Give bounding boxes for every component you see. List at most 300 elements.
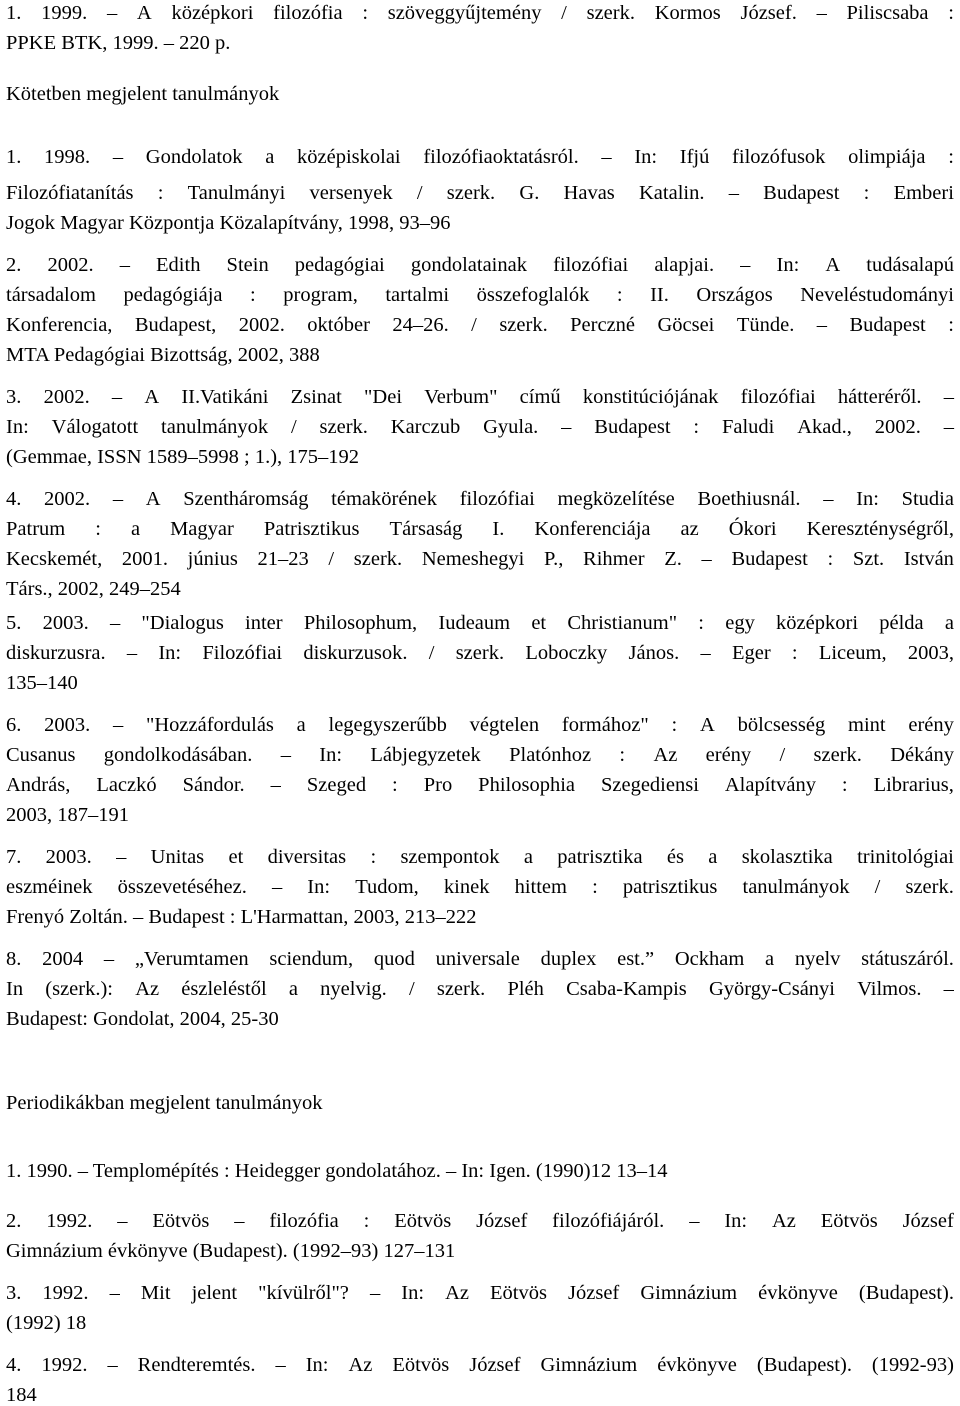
word: 2002. bbox=[43, 386, 90, 408]
word: II.Vatikáni bbox=[181, 386, 269, 408]
word: Philosophum, bbox=[303, 612, 418, 634]
word: Patrisztikus bbox=[263, 518, 360, 540]
word: est.” bbox=[617, 948, 655, 970]
word: / bbox=[561, 2, 567, 24]
word: / bbox=[428, 642, 435, 664]
word: quod bbox=[373, 948, 415, 970]
word: János. bbox=[628, 642, 680, 664]
text-line: Frenyó Zoltán. – Budapest : L'Harmattan, 2003, 213–222 bbox=[6, 906, 477, 928]
text-line bbox=[6, 147, 954, 168]
word: észleléstől bbox=[181, 978, 267, 1000]
word: filozófiaoktatásról. bbox=[423, 146, 579, 168]
word: Tanulmányi bbox=[187, 182, 286, 204]
word: a bbox=[296, 714, 306, 736]
word: Unitas bbox=[150, 846, 205, 868]
word: Dékány bbox=[890, 744, 954, 766]
word: szerk. bbox=[905, 876, 954, 898]
word: Csaba-Kampis bbox=[566, 978, 687, 1000]
word: június bbox=[187, 548, 238, 570]
word: társadalom bbox=[6, 284, 96, 306]
word: Tudom, bbox=[355, 876, 419, 898]
word: A bbox=[825, 254, 841, 276]
word: Emberi bbox=[893, 182, 954, 204]
word: et bbox=[531, 612, 547, 634]
word: Rendteremtés. bbox=[137, 1354, 256, 1376]
word: pedagógiai bbox=[294, 254, 385, 276]
word: szerk. bbox=[499, 314, 548, 336]
text-line: 135–140 bbox=[6, 672, 78, 694]
word: mint bbox=[848, 714, 886, 736]
word: filozófia bbox=[269, 1210, 339, 1232]
text-line bbox=[6, 3, 954, 24]
word: az bbox=[680, 518, 699, 540]
word: Mit bbox=[140, 1282, 171, 1304]
word: : bbox=[592, 876, 598, 898]
word: pedagógiája bbox=[123, 284, 223, 306]
word: diskurzusra. bbox=[6, 642, 106, 664]
word: – bbox=[943, 416, 954, 438]
word: erény bbox=[705, 744, 752, 766]
word: Rihmer bbox=[583, 548, 645, 570]
word: : bbox=[841, 774, 848, 796]
word: 4. bbox=[6, 1354, 22, 1376]
word: – bbox=[271, 876, 283, 898]
word: – bbox=[270, 774, 281, 796]
word: jelent bbox=[191, 1282, 238, 1304]
word: legegyszerűbb bbox=[328, 714, 447, 736]
word: György-Csányi bbox=[708, 978, 836, 1000]
word: Perczné bbox=[570, 314, 636, 336]
word: patrisztika bbox=[557, 846, 643, 868]
word: József bbox=[469, 1354, 521, 1376]
word: – bbox=[740, 254, 751, 276]
word: filozófiájáról. bbox=[552, 1210, 665, 1232]
word: erény bbox=[908, 714, 954, 736]
word: / bbox=[408, 978, 415, 1000]
word: Magyar bbox=[170, 518, 234, 540]
word: 2002. bbox=[238, 314, 285, 336]
word: évkönyve bbox=[657, 1354, 737, 1376]
word: : bbox=[616, 284, 623, 306]
word: témakörének bbox=[331, 488, 438, 510]
word: a bbox=[708, 846, 718, 868]
word: 2002. bbox=[47, 254, 94, 276]
word: In: bbox=[856, 488, 879, 510]
word: szerk. bbox=[436, 978, 486, 1000]
word: : bbox=[619, 744, 626, 766]
word: In: bbox=[6, 416, 29, 438]
word: – bbox=[111, 386, 123, 408]
word: Szentháromság bbox=[183, 488, 309, 510]
word: József. bbox=[740, 2, 797, 24]
text-line bbox=[6, 613, 954, 634]
word: összevetéséhez. bbox=[117, 876, 247, 898]
word: a bbox=[523, 846, 533, 868]
word: II. bbox=[650, 284, 669, 306]
word: formához" bbox=[561, 714, 649, 736]
word: Tünde. bbox=[736, 314, 795, 336]
word: – bbox=[112, 146, 124, 168]
word: Liceum, bbox=[818, 642, 887, 664]
word: universale bbox=[435, 948, 520, 970]
word: / bbox=[290, 416, 297, 438]
word: Az bbox=[135, 978, 160, 1000]
word: gondolatainak bbox=[410, 254, 527, 276]
word: – bbox=[280, 744, 291, 766]
text-line bbox=[6, 417, 954, 438]
word: Filozófiai bbox=[202, 642, 283, 664]
word: 6. bbox=[6, 714, 22, 736]
word: a bbox=[765, 948, 775, 970]
text-line: Gimnázium évkönyve (Budapest). (1992–93) 127–131 bbox=[6, 1240, 456, 1262]
word: – bbox=[943, 386, 954, 408]
text-line bbox=[6, 1355, 954, 1376]
word: megközelítése bbox=[557, 488, 675, 510]
word: In: bbox=[158, 642, 182, 664]
word: : bbox=[948, 146, 954, 168]
word: 8. bbox=[6, 948, 22, 970]
word: Szegediensi bbox=[600, 774, 699, 796]
word: In: bbox=[401, 1282, 425, 1304]
text-line: Jogok Magyar Központja Közalapítvány, 1998, 93–96 bbox=[6, 212, 451, 234]
word: Neveléstudományi bbox=[800, 284, 954, 306]
word: G. bbox=[519, 182, 540, 204]
text-line: Társ., 2002, 249–254 bbox=[6, 578, 181, 600]
word: Zsinat bbox=[290, 386, 342, 408]
text-line bbox=[6, 549, 954, 570]
word: – bbox=[109, 612, 121, 634]
text-line: PPKE BTK, 1999. – 220 p. bbox=[6, 32, 231, 54]
word: Göcsei bbox=[657, 314, 715, 336]
word: Studia bbox=[901, 488, 954, 510]
text-line bbox=[6, 643, 954, 664]
word: nyelvig. bbox=[320, 978, 387, 1000]
word: Pléh bbox=[507, 978, 544, 1000]
word: 2. bbox=[6, 1210, 22, 1232]
word: bölcsesség bbox=[737, 714, 826, 736]
word: Loboczky bbox=[525, 642, 608, 664]
word: szerk. bbox=[586, 2, 635, 24]
word: 1992. bbox=[46, 1210, 93, 1232]
word: olimpiája bbox=[848, 146, 926, 168]
text-line bbox=[6, 745, 954, 766]
word: Z. bbox=[664, 548, 682, 570]
word: Ókori bbox=[728, 518, 777, 540]
word: A bbox=[144, 386, 160, 408]
text-line bbox=[6, 847, 954, 868]
word: Lábjegyzetek bbox=[370, 744, 481, 766]
word: Ifjú bbox=[679, 146, 710, 168]
word: Havas bbox=[563, 182, 615, 204]
word: – bbox=[119, 254, 130, 276]
word: szerk. bbox=[319, 416, 368, 438]
word: Philosophia bbox=[478, 774, 575, 796]
word: / bbox=[874, 876, 881, 898]
word: István bbox=[903, 548, 954, 570]
word: szerk. bbox=[813, 744, 862, 766]
word: és bbox=[666, 846, 684, 868]
word: Eötvös bbox=[392, 1354, 450, 1376]
text-line: (Gemmae, ISSN 1589–5998 ; 1.), 175–192 bbox=[6, 446, 360, 468]
text-line bbox=[6, 387, 954, 408]
word: szöveggyűjtemény bbox=[387, 2, 542, 24]
word: a bbox=[130, 518, 141, 540]
word: – bbox=[816, 2, 827, 24]
word: Budapest bbox=[594, 416, 671, 438]
word: – bbox=[369, 1282, 381, 1304]
word: filozófusok bbox=[732, 146, 826, 168]
word: A bbox=[700, 714, 715, 736]
word: Stein bbox=[226, 254, 269, 276]
word: középkori bbox=[171, 2, 254, 24]
word: középiskolai bbox=[297, 146, 401, 168]
word: : bbox=[698, 612, 704, 634]
word: Pro bbox=[423, 774, 453, 796]
word: Ockham bbox=[674, 948, 745, 970]
word: – bbox=[701, 548, 712, 570]
word: Konferencia, bbox=[6, 314, 113, 336]
word: évkönyve bbox=[758, 1282, 838, 1304]
word: egy bbox=[725, 612, 755, 634]
word: Budapest bbox=[849, 314, 926, 336]
word: Kereszténységről, bbox=[806, 518, 954, 540]
word: Gyula. bbox=[483, 416, 539, 438]
word: Eötvös bbox=[394, 1210, 452, 1232]
word: filozófiai bbox=[553, 254, 629, 276]
word: 1. bbox=[6, 2, 22, 24]
word: 1992. bbox=[41, 1354, 88, 1376]
word: filozófia bbox=[273, 2, 343, 24]
word: / bbox=[416, 182, 423, 204]
word: 2002. bbox=[44, 488, 91, 510]
word: filozófiai bbox=[740, 386, 816, 408]
word: 3. bbox=[6, 386, 22, 408]
word: Az bbox=[348, 1354, 373, 1376]
word: / bbox=[471, 314, 477, 336]
word: : bbox=[863, 182, 870, 204]
word: tanulmányok bbox=[742, 876, 850, 898]
word: Társaság bbox=[389, 518, 463, 540]
word: kinek bbox=[443, 876, 490, 898]
word: alapjai. bbox=[654, 254, 715, 276]
word: trinitológiai bbox=[857, 846, 954, 868]
word: József bbox=[476, 1210, 528, 1232]
word: – bbox=[234, 1210, 245, 1232]
word: – bbox=[728, 182, 739, 204]
word: A bbox=[145, 488, 161, 510]
word: : bbox=[362, 2, 369, 24]
text-line: MTA Pedagógiai Bizottság, 2002, 388 bbox=[6, 344, 320, 366]
word: Szeged bbox=[306, 774, 367, 796]
word: (Budapest). bbox=[756, 1354, 852, 1376]
word: szerk. bbox=[455, 642, 505, 664]
word: státuszáról. bbox=[861, 948, 954, 970]
word: Az bbox=[445, 1282, 469, 1304]
text-line: Periodikákban megjelent tanulmányok bbox=[6, 1092, 323, 1114]
word: In: bbox=[776, 254, 800, 276]
text-line bbox=[6, 183, 954, 204]
word: Konferenciája bbox=[534, 518, 651, 540]
word: Eötvös bbox=[152, 1210, 210, 1232]
word: konstitúciójának bbox=[582, 386, 719, 408]
word: – bbox=[700, 642, 711, 664]
text-line: 184 bbox=[6, 1384, 37, 1406]
text-line bbox=[6, 255, 954, 276]
word: sciendum, bbox=[269, 948, 354, 970]
word: Vilmos. bbox=[857, 978, 922, 1000]
word: duplex bbox=[540, 948, 597, 970]
word: / bbox=[779, 744, 786, 766]
word: Alapítvány bbox=[724, 774, 816, 796]
word: 24–26. bbox=[392, 314, 449, 336]
text-line: Kötetben megjelent tanulmányok bbox=[6, 83, 280, 105]
word: : bbox=[948, 314, 954, 336]
word: tudásalapú bbox=[866, 254, 954, 276]
word: : bbox=[363, 1210, 370, 1232]
word: – bbox=[561, 416, 572, 438]
word: József bbox=[568, 1282, 620, 1304]
word: "Dei bbox=[364, 386, 403, 408]
word: Kormos bbox=[654, 2, 721, 24]
word: összefoglalók bbox=[476, 284, 590, 306]
word: In: bbox=[319, 744, 343, 766]
word: (Budapest). bbox=[858, 1282, 954, 1304]
word: In: bbox=[307, 876, 331, 898]
word: Akad., bbox=[797, 416, 852, 438]
word: filozófiai bbox=[459, 488, 535, 510]
word: diversitas bbox=[267, 846, 347, 868]
word: „Verumtamen bbox=[134, 948, 249, 970]
word: Országos bbox=[696, 284, 773, 306]
word: Piliscsaba bbox=[846, 2, 929, 24]
word: I. bbox=[492, 518, 505, 540]
text-line bbox=[6, 715, 954, 736]
word: "Dialogus bbox=[141, 612, 224, 634]
word: 4. bbox=[6, 488, 22, 510]
word: Platónhoz bbox=[509, 744, 592, 766]
word: József bbox=[902, 1210, 954, 1232]
word: 21–23 bbox=[257, 548, 309, 570]
word: 2004 bbox=[42, 948, 84, 970]
word: 1999. bbox=[41, 2, 88, 24]
word: inter bbox=[245, 612, 283, 634]
word: Patrum bbox=[6, 518, 66, 540]
word: Christianum" bbox=[567, 612, 678, 634]
word: Budapest bbox=[731, 548, 808, 570]
word: tartalmi bbox=[385, 284, 450, 306]
text-line bbox=[6, 285, 954, 306]
word: 2003. bbox=[44, 714, 91, 736]
word: Gondolatok bbox=[145, 146, 243, 168]
word: című bbox=[519, 386, 561, 408]
word: végtelen bbox=[469, 714, 540, 736]
word: : bbox=[250, 284, 256, 306]
word: Iudeaum bbox=[438, 612, 511, 634]
word: P., bbox=[543, 548, 564, 570]
word: – bbox=[113, 714, 124, 736]
word: tanulmányok bbox=[161, 416, 269, 438]
word: Budapest, bbox=[134, 314, 217, 336]
word: 2001. bbox=[121, 548, 168, 570]
word: / bbox=[328, 548, 335, 570]
word: "Hozzáfordulás bbox=[146, 714, 274, 736]
word: Edith bbox=[156, 254, 201, 276]
word: : bbox=[693, 416, 700, 438]
word: In: bbox=[724, 1210, 748, 1232]
word: "kívülről"? bbox=[258, 1282, 349, 1304]
word: Eger bbox=[731, 642, 771, 664]
word: : bbox=[370, 846, 377, 868]
word: diskurzusok. bbox=[303, 642, 408, 664]
word: Szt. bbox=[852, 548, 885, 570]
word: Gimnázium bbox=[640, 1282, 738, 1304]
word: – bbox=[109, 1282, 120, 1304]
word: gondolkodásában. bbox=[103, 744, 253, 766]
text-line: 1. 1990. – Templomépítés : Heidegger gondolatához. – In: Igen. (1990)12 13–14 bbox=[6, 1160, 668, 1182]
word: hátteréről. bbox=[837, 386, 922, 408]
word: Az bbox=[653, 744, 678, 766]
word: : bbox=[671, 714, 678, 736]
word: : bbox=[791, 642, 798, 664]
word: Librarius, bbox=[873, 774, 954, 796]
word: 2002. bbox=[874, 416, 921, 438]
text-line bbox=[6, 315, 954, 336]
word: In: bbox=[305, 1354, 329, 1376]
text-line bbox=[6, 519, 954, 540]
word: szempontok bbox=[400, 846, 500, 868]
word: Sándor. bbox=[182, 774, 245, 796]
text-line: (1992) 18 bbox=[6, 1312, 87, 1334]
word: Budapest bbox=[763, 182, 840, 204]
text-line bbox=[6, 949, 954, 970]
word: szerk. bbox=[353, 548, 403, 570]
word: : bbox=[392, 774, 398, 796]
word: 2003. bbox=[45, 846, 92, 868]
word: Katalin. bbox=[639, 182, 705, 204]
text-line: 2003, 187–191 bbox=[6, 804, 129, 826]
text-line bbox=[6, 489, 954, 510]
word: program, bbox=[283, 284, 358, 306]
word: et bbox=[228, 846, 244, 868]
word: 3. bbox=[6, 1282, 22, 1304]
word: Nemeshegyi bbox=[421, 548, 525, 570]
text-line bbox=[6, 1211, 954, 1232]
word: András, bbox=[6, 774, 71, 796]
word: – bbox=[943, 978, 954, 1000]
word: – bbox=[107, 1354, 118, 1376]
word: a bbox=[265, 146, 275, 168]
word: 1998. bbox=[44, 146, 91, 168]
word: Verbum" bbox=[424, 386, 498, 408]
word: a bbox=[288, 978, 298, 1000]
word: Az bbox=[771, 1210, 796, 1232]
word: 2003. bbox=[42, 612, 89, 634]
word: – bbox=[126, 642, 138, 664]
text-line bbox=[6, 1283, 954, 1304]
word: a bbox=[944, 612, 954, 634]
word: 7. bbox=[6, 846, 22, 868]
word: skolasztika bbox=[741, 846, 833, 868]
text-line: Budapest: Gondolat, 2004, 25-30 bbox=[6, 1008, 279, 1030]
word: Faludi bbox=[721, 416, 775, 438]
word: – bbox=[106, 2, 118, 24]
word: Laczkó bbox=[96, 774, 157, 796]
word: – bbox=[275, 1354, 286, 1376]
word: eszméinek bbox=[6, 876, 93, 898]
word: 1. bbox=[6, 146, 22, 168]
word: – bbox=[117, 1210, 128, 1232]
word: Válogatott bbox=[51, 416, 139, 438]
